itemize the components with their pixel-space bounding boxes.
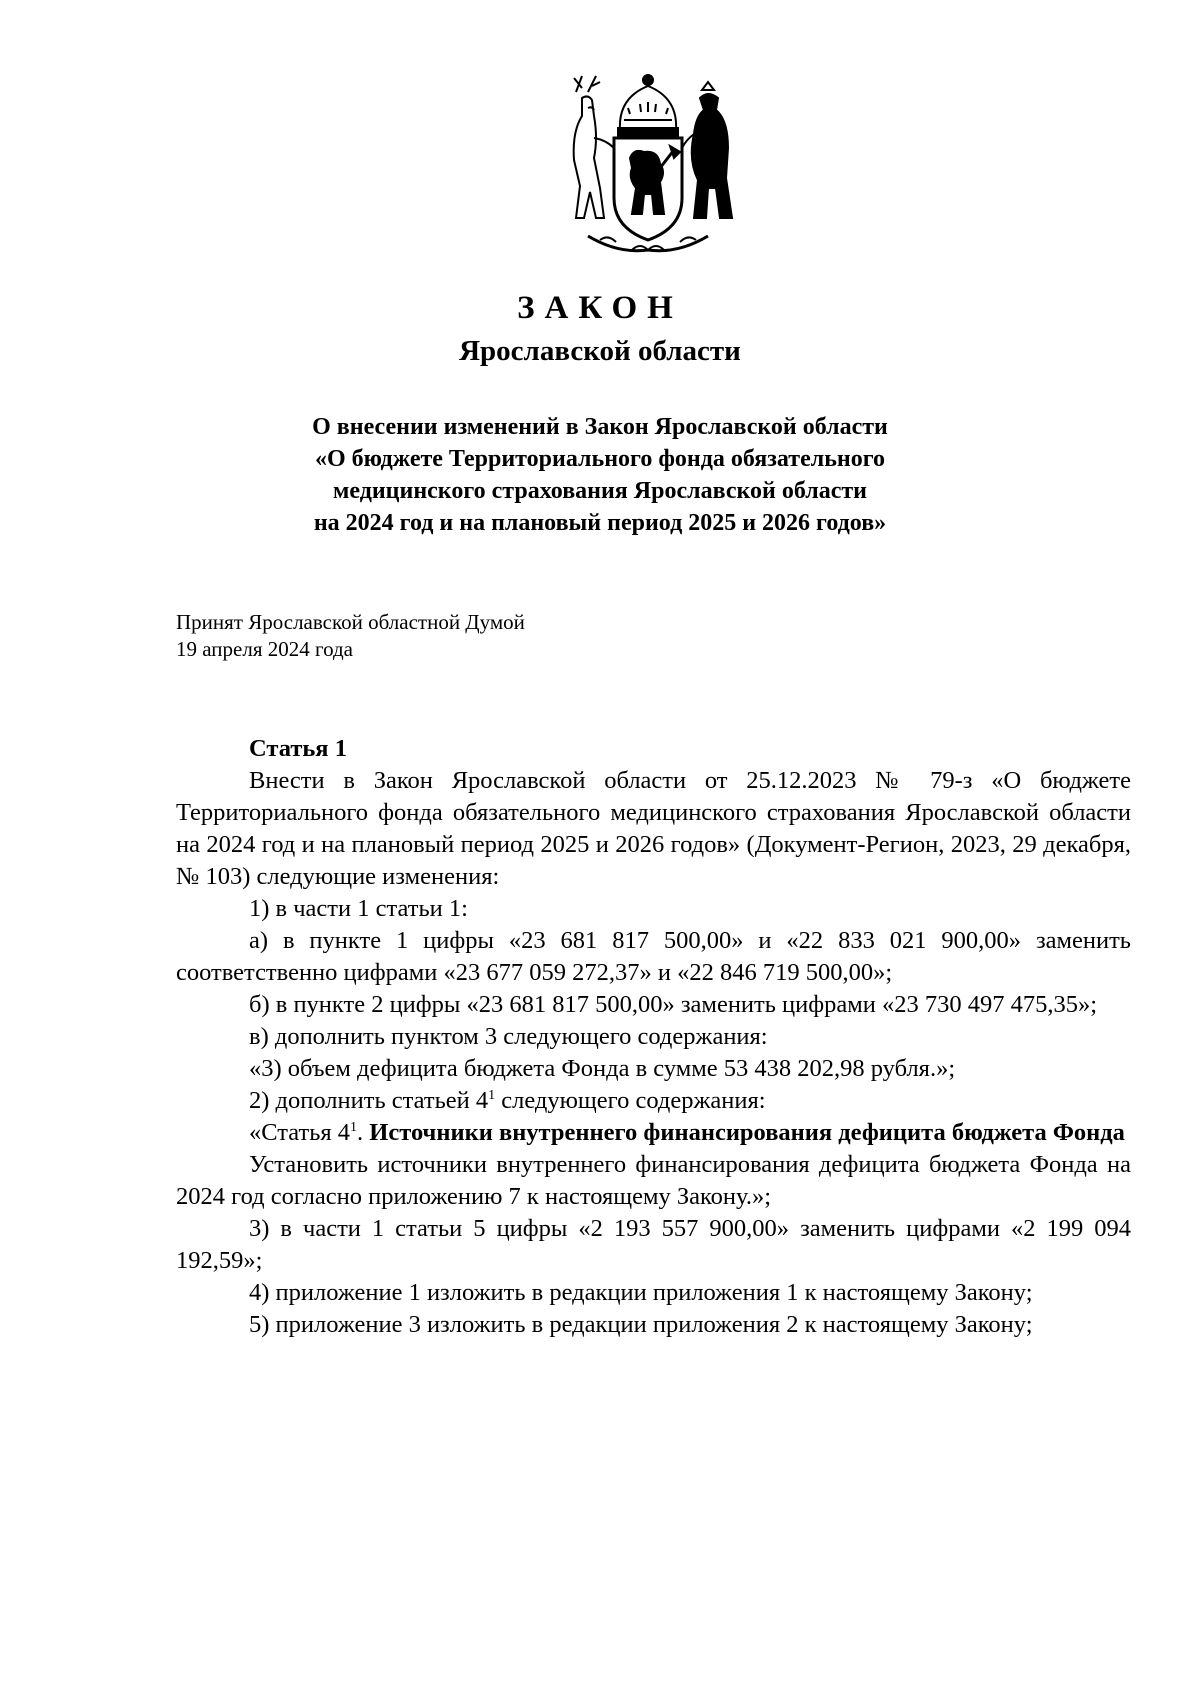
item-2-text: 2) дополнить статьей 4 — [249, 1087, 489, 1114]
item-2-superscript: 1 — [488, 1087, 496, 1103]
article-item-1: 1) в части 1 статьи 1: — [249, 895, 468, 922]
article-body — [176, 733, 1131, 1341]
article-item-1c-text: «3) объем дефицита бюджета Фонда в сумме 53 438 202,98 рубля.»; — [249, 1055, 956, 1082]
item-2-text-end: следующего содержания: — [495, 1087, 766, 1114]
new-article-superscript: 1 — [350, 1119, 358, 1135]
article-item-2 — [176, 1085, 1131, 1117]
new-article-prefix: «Статья 4 — [249, 1119, 351, 1146]
article-item-4: 4) приложение 1 изложить в редакции приложения 1 к настоящему Закону; — [249, 1279, 1033, 1306]
article-item-3: 3) в части 1 статьи 5 цифры «2 193 557 900,00» заменить цифрами «2 199 094 192,59»; — [176, 1215, 1131, 1274]
new-article-dot: . — [357, 1119, 370, 1146]
law-subject — [180, 411, 1020, 539]
adoption-body: Принят Ярославской областной Думой — [176, 610, 525, 634]
article-item-5: 5) приложение 3 изложить в редакции приложения 2 к настоящему Закону; — [249, 1311, 1033, 1338]
article-item-1a: а) в пункте 1 цифры «23 681 817 500,00» и «22 833 021 900,00» заменить соответственно цифрами «23 677 059 272,37» и «22 846 719 500,00»; — [176, 927, 1131, 986]
new-article-title: Источники внутреннего финансирования дефицита бюджета Фонда — [369, 1119, 1125, 1146]
article-item-1c: в) дополнить пунктом 3 следующего содержания: — [249, 1023, 768, 1050]
new-article-text: Установить источники внутреннего финансирования дефицита бюджета Фонда на 2024 год согласно приложению 7 к настоящему Закону.»; — [176, 1151, 1131, 1210]
adoption-date: 19 апреля 2024 года — [176, 637, 353, 661]
article-item-1b: б) в пункте 2 цифры «23 681 817 500,00» заменить цифрами «23 730 497 475,35»; — [249, 991, 1098, 1018]
law-subject-line: «О бюджете Территориального фонда обязательного — [314, 446, 886, 472]
new-article-heading — [176, 1117, 1131, 1149]
law-subject-line: медицинского страхования Ярославской области — [333, 478, 867, 504]
article-heading: Статья 1 — [249, 735, 347, 762]
adoption-note — [176, 609, 525, 663]
article-intro: Внести в Закон Ярославской области от 25.12.2023 № 79-з «О бюджете Территориального фонда обязательного медицинского страхования Ярославской области на 2024 год и на плановый период 2025 и 2026 годов» (Документ-Регион, 2023, 29 декабря, № 103) следующие изменения: — [176, 767, 1131, 890]
law-subject-line: О внесении изменений в Закон Ярославской области — [312, 414, 888, 440]
law-region: Ярославской области — [459, 335, 741, 367]
coat-of-arms-icon — [548, 68, 748, 258]
law-subject-line: на 2024 год и на плановый период 2025 и 2026 годов» — [313, 510, 887, 536]
law-title: ЗАКОН — [517, 290, 683, 326]
